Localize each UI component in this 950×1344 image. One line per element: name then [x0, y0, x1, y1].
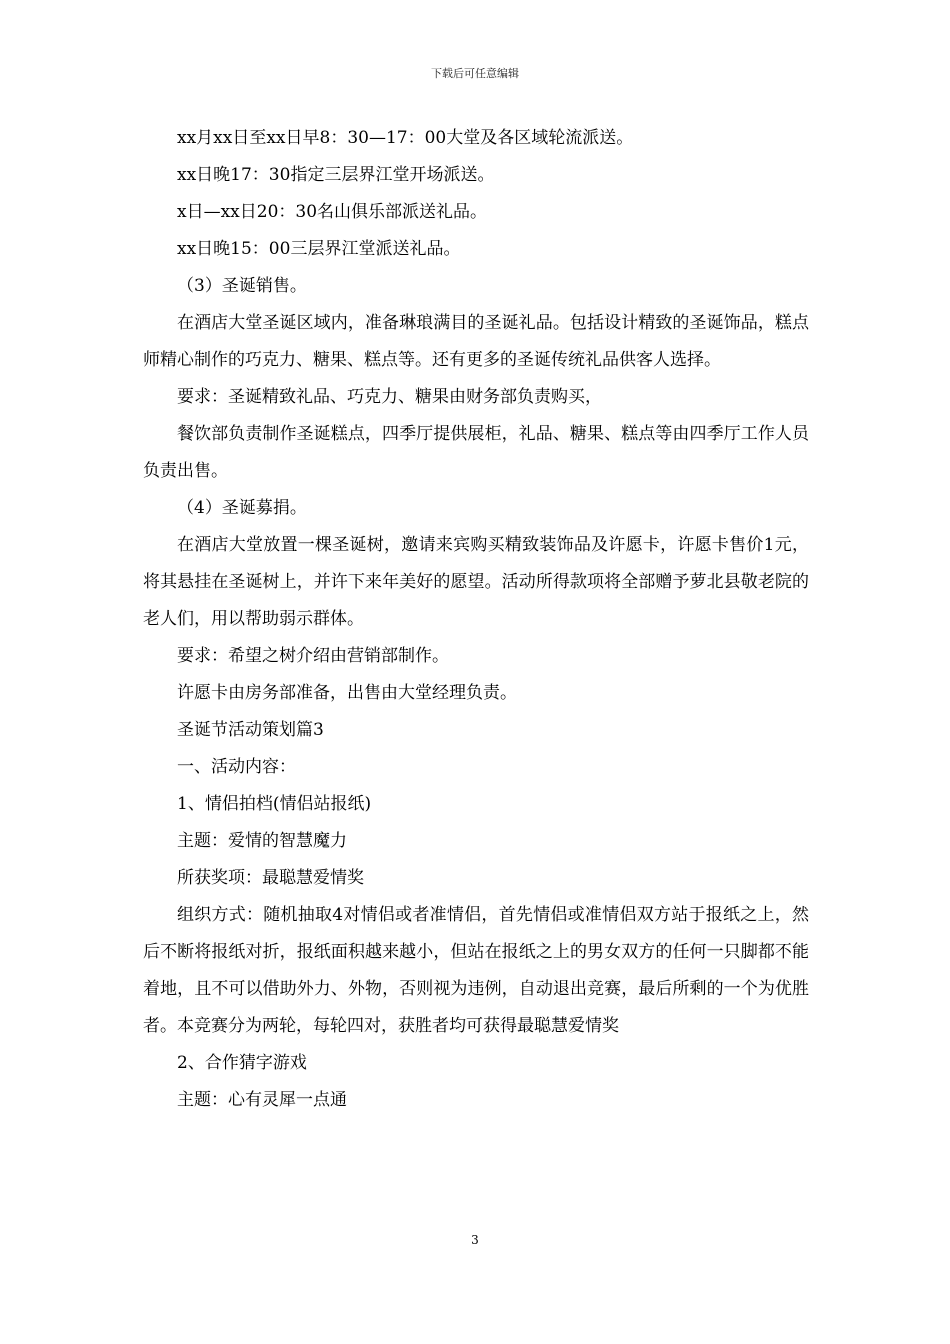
paragraph: xx日晚17：30指定三层界江堂开场派送。: [177, 165, 495, 185]
paragraph: 组织方式：随机抽取4对情侣或者准情侣，首先情侣或准情侣双方站于报纸之上，然后不断将报纸对折，报纸面积越来越小，但站在报纸之上的男女双方的任何一只脚都不能着地，且不可以借助外力、外物，否则视为违例，自动退出竞赛，最后所剩的一个为优胜者。本竞赛分为两轮，每轮四对，获胜者均可获得最聪慧爱情奖: [143, 905, 809, 1036]
paragraph: 要求：圣诞精致礼品、巧克力、糖果由财务部负责购买，: [177, 387, 602, 407]
paragraph: xx月xx日至xx日早8：30—17：00大堂及各区域轮流派送。: [177, 128, 634, 148]
section-heading: （3）圣诞销售。: [177, 276, 307, 296]
section-heading: 一、活动内容：: [177, 757, 296, 777]
paragraph: 主题：心有灵犀一点通: [177, 1090, 347, 1110]
section-heading: 1、情侣拍档(情侣站报纸): [177, 794, 372, 814]
paragraph: 要求：希望之树介绍由营销部制作。: [177, 646, 449, 666]
page-number: 3: [471, 1233, 479, 1247]
section-title: 圣诞节活动策划篇3: [177, 720, 324, 740]
paragraph: 在酒店大堂圣诞区域内，准备琳琅满目的圣诞礼品。包括设计精致的圣诞饰品，糕点师精心制作的巧克力、糖果、糕点等。还有更多的圣诞传统礼品供客人选择。: [143, 313, 809, 370]
section-heading: （4）圣诞募捐。: [177, 498, 307, 518]
paragraph: xx日晚15：00三层界江堂派送礼品。: [177, 239, 461, 259]
section-heading: 2、合作猜字游戏: [177, 1053, 307, 1073]
paragraph: 许愿卡由房务部准备，出售由大堂经理负责。: [177, 683, 517, 703]
page-header: 下载后可任意编辑: [431, 67, 519, 80]
paragraph: x日—xx日20：30名山俱乐部派送礼品。: [177, 202, 488, 222]
paragraph: 所获奖项：最聪慧爱情奖: [177, 868, 364, 888]
paragraph: 在酒店大堂放置一棵圣诞树，邀请来宾购买精致装饰品及许愿卡，许愿卡售价1元，将其悬挂在圣诞树上，并许下来年美好的愿望。活动所得款项将全部赠予萝北县敬老院的老人们，用以帮助弱示群体。: [143, 535, 809, 629]
paragraph: 主题：爱情的智慧魔力: [177, 831, 347, 851]
document-body: [143, 120, 809, 1119]
paragraph: 餐饮部负责制作圣诞糕点，四季厅提供展柜，礼品、糖果、糕点等由四季厅工作人员负责出售。: [143, 424, 809, 481]
